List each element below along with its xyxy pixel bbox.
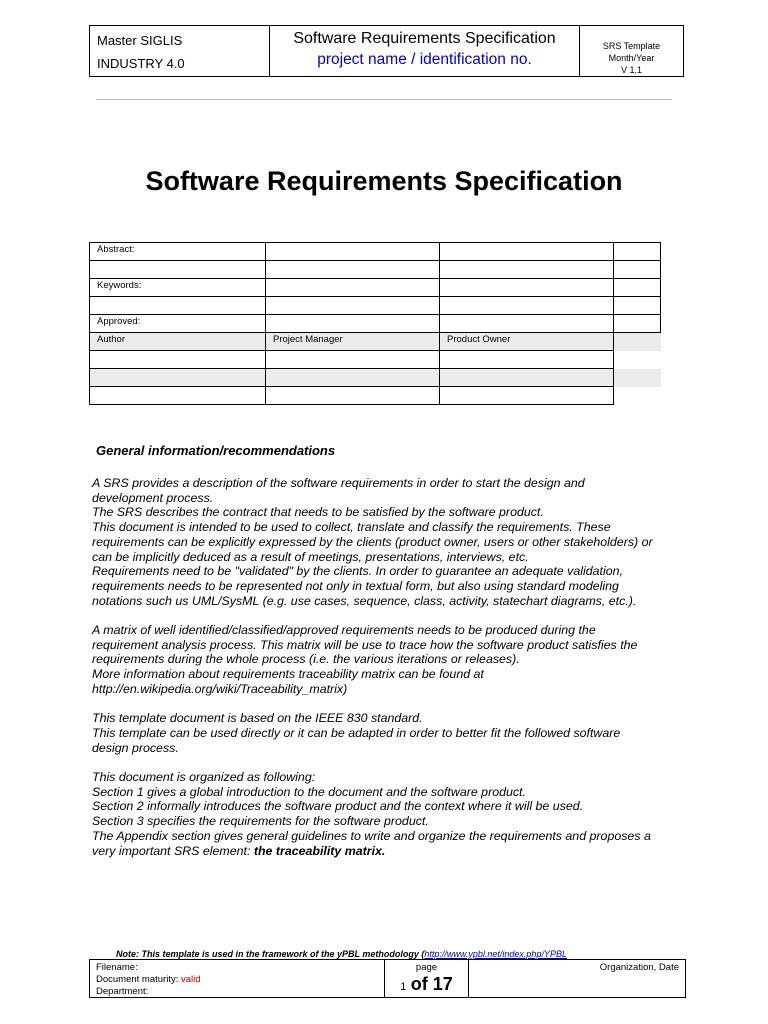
text-line: requirements needs to be represented not only in textual form, but also using standard modeling — [92, 578, 619, 593]
text-line: This template document is based on the IEEE 830 standard. — [92, 711, 423, 726]
document-info-table — [89, 242, 661, 405]
table-row — [90, 333, 661, 351]
header-title: Software Requirements Specification — [293, 30, 556, 47]
table-cell — [440, 297, 614, 315]
body-text — [92, 476, 692, 873]
table-cell — [440, 351, 614, 369]
table-cell — [440, 279, 614, 297]
text-line: The Appendix section gives general guidelines to write and organize the requirements and proposes a — [92, 828, 651, 843]
footer-note — [116, 949, 567, 959]
text-line: Section 3 specifies the requirements for the software product. — [92, 814, 429, 829]
table-cell — [90, 387, 266, 405]
project-manager-label: Project Manager — [266, 333, 440, 351]
department-label: Department: — [96, 986, 149, 997]
current-page: 1 — [400, 981, 407, 993]
paragraph — [92, 623, 692, 697]
table-cell — [90, 297, 266, 315]
organization-line-2: INDUSTRY 4.0 — [97, 56, 185, 71]
keywords-label: Keywords: — [90, 279, 266, 297]
page-number — [385, 974, 468, 995]
table-cell — [90, 369, 266, 387]
maturity-row — [96, 974, 201, 985]
text-fragment: very important SRS element: — [92, 843, 254, 858]
organization-date-label: Organization, Date — [599, 962, 679, 973]
page-title: Software Requirements Specification — [145, 166, 623, 196]
table-cell — [266, 369, 440, 387]
table-cell — [614, 261, 661, 279]
page-total: of 17 — [410, 974, 453, 994]
text-line: This document is organized as following: — [92, 770, 316, 785]
table-row — [90, 369, 661, 387]
text-line: can be implicitly deduced as a result of meetings, presentations, interviews, etc. — [92, 549, 529, 564]
approved-label: Approved: — [90, 315, 266, 333]
text-line: requirements can be explicitly expressed by the clients (product owner, users or other stakeholders) or — [92, 534, 653, 549]
text-line: requirement analysis process. This matrix will be use to trace how the software product satisfies the — [92, 637, 638, 652]
text-line: http://en.wikipedia.org/wiki/Traceability_matrix) — [92, 681, 348, 696]
table-row — [90, 279, 661, 297]
table-row — [90, 261, 661, 279]
table-row — [90, 243, 661, 261]
maturity-value: valid — [181, 974, 201, 985]
table-cell — [266, 261, 440, 279]
header-template-cell — [580, 26, 683, 76]
footer-org-cell — [469, 960, 685, 997]
footer-meta-cell — [90, 960, 385, 997]
document-header — [89, 25, 684, 77]
ypbl-link[interactable]: http://www.ypbl.net/index.php/YPBL — [424, 949, 567, 959]
table-cell — [90, 351, 266, 369]
table-cell — [440, 243, 614, 261]
text-line: Section 2 informally introduces the software product and the context where it will be used. — [92, 799, 584, 814]
text-line: More information about requirements traceability matrix can be found at — [92, 667, 484, 682]
section-heading: General information/recommendations — [96, 443, 336, 458]
abstract-label: Abstract: — [90, 243, 266, 261]
maturity-label: Document maturity: — [96, 974, 181, 985]
table-cell — [266, 351, 440, 369]
text-line: Section 1 gives a global introduction to the document and the software product. — [92, 784, 526, 799]
text-line: This template can be used directly or it can be adapted in order to better fit the followed software — [92, 725, 621, 740]
note-text: Note: This template is used in the framework of the yPBL methodology ( — [116, 949, 425, 959]
organization-line-1: Master SIGLIS — [97, 33, 183, 48]
table-cell — [440, 261, 614, 279]
paragraph — [92, 711, 692, 755]
table-cell — [614, 315, 661, 333]
emphasis-text: the traceability matrix. — [253, 843, 386, 858]
table-cell — [440, 369, 614, 387]
text-line: The SRS describes the contract that needs to be satisfied by the software product. — [92, 505, 544, 520]
text-line: notations such us UML/SysML (e.g. use cases, sequence, class, activity, statechart diagrams, etc.). — [92, 593, 637, 608]
filename-label: Filename: — [96, 962, 138, 973]
table-cell — [266, 279, 440, 297]
table-row — [90, 315, 661, 333]
table-cell — [614, 297, 661, 315]
table-cell — [266, 297, 440, 315]
paragraph — [92, 770, 692, 858]
author-label: Author — [90, 333, 266, 351]
text-line: A SRS provides a description of the software requirements in order to start the design and — [92, 476, 585, 490]
text-line — [92, 844, 692, 859]
template-version: V 1.1 — [620, 65, 642, 75]
paragraph — [92, 476, 692, 608]
text-line: requirements during the whole process (i.e. the various iterations or releases). — [92, 652, 520, 667]
product-owner-label: Product Owner — [440, 333, 614, 351]
document-footer — [89, 959, 686, 998]
text-line: design process. — [92, 740, 179, 755]
table-row — [90, 387, 661, 405]
table-cell — [440, 387, 614, 405]
footer-page-cell — [385, 960, 469, 997]
table-cell — [266, 243, 440, 261]
table-row — [90, 351, 661, 369]
page-label: page — [415, 962, 438, 973]
header-organization-cell — [90, 26, 270, 76]
table-cell — [614, 279, 661, 297]
text-line: A matrix of well identified/classified/approved requirements needs to be produced during the — [92, 623, 596, 638]
table-cell — [440, 315, 614, 333]
text-line: This document is intended to be used to collect, translate and classify the requirements. These — [92, 520, 611, 535]
text-line: development process. — [92, 490, 214, 505]
table-cell — [266, 387, 440, 405]
table-cell — [266, 315, 440, 333]
template-name: SRS Template — [602, 41, 661, 51]
table-cell — [614, 243, 661, 261]
header-divider — [96, 99, 672, 100]
table-row — [90, 297, 661, 315]
template-date: Month/Year — [608, 53, 655, 63]
table-cell — [90, 261, 266, 279]
header-title-cell — [270, 26, 580, 76]
header-subtitle: project name / identification no. — [317, 51, 532, 68]
text-line: Requirements need to be "validated" by the clients. In order to guarantee an adequate validation, — [92, 564, 623, 579]
